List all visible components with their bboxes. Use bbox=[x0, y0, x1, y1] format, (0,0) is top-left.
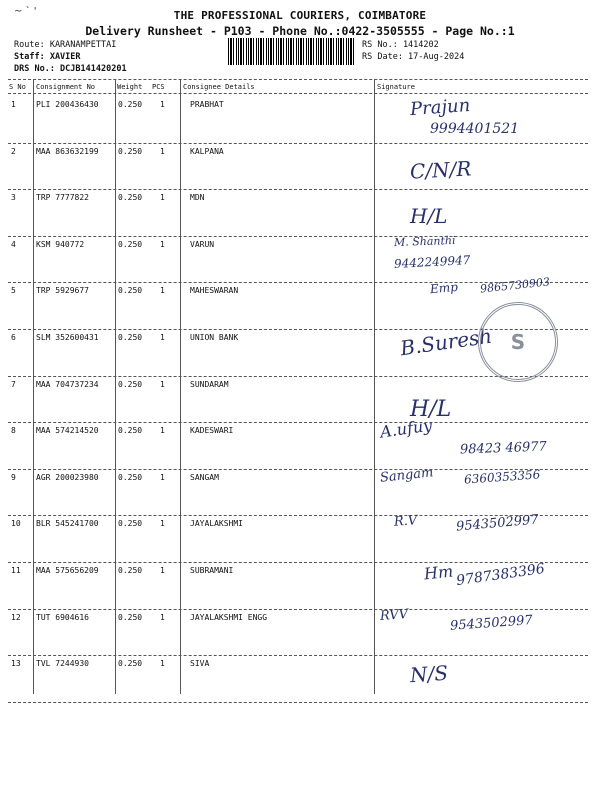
cell-pcs: 1 bbox=[160, 100, 165, 109]
cell-consignment: TRP 5929677 bbox=[36, 286, 89, 296]
handwritten-phone: 9787383396 bbox=[455, 560, 546, 590]
route-label: Route: KARANAMPETTAI bbox=[14, 40, 117, 50]
cell-consignment: TRP 7777822 bbox=[36, 193, 89, 203]
cell-weight: 0.250 bbox=[118, 659, 143, 669]
rs-number: RS No.: 1414202 bbox=[362, 40, 439, 50]
table-row bbox=[0, 415, 600, 469]
cell-sno: 5 bbox=[11, 286, 16, 296]
table-row bbox=[0, 233, 600, 283]
handwritten-signature: Emp bbox=[429, 280, 459, 297]
handwritten-signature: H/L bbox=[410, 204, 448, 229]
cell-pcs: 1 bbox=[160, 566, 165, 575]
handwritten-signature: RVV bbox=[379, 606, 409, 624]
handwritten-phone: 9994401521 bbox=[430, 121, 520, 137]
cell-consignee: KADESWARI bbox=[190, 426, 234, 436]
handwritten-phone: 98423 46977 bbox=[459, 439, 548, 458]
table-header-line bbox=[8, 93, 588, 94]
cell-weight: 0.250 bbox=[118, 333, 143, 342]
handwritten-signature: N/S bbox=[409, 660, 449, 688]
table-row bbox=[0, 144, 600, 190]
cell-sno: 8 bbox=[11, 426, 16, 436]
signature-cell bbox=[380, 377, 588, 423]
rs-date: RS Date: 17-Aug-2024 bbox=[362, 52, 465, 62]
cell-weight: 0.250 bbox=[118, 426, 143, 436]
col-header-consignee: Consignee Details bbox=[183, 83, 255, 91]
cell-consignment: MAA 704737234 bbox=[36, 379, 99, 389]
handwritten-phone: 9865730903 bbox=[479, 275, 551, 297]
cell-weight: 0.250 bbox=[118, 286, 143, 296]
cell-consignment: SLM 352600431 bbox=[36, 333, 99, 342]
cell-consignment: MAA 863632199 bbox=[36, 146, 99, 156]
cell-consignee: MAHESWARAN bbox=[190, 286, 239, 296]
cell-pcs: 1 bbox=[160, 333, 165, 342]
signature-cell bbox=[380, 512, 588, 562]
handwritten-phone: 6360353356 bbox=[463, 467, 541, 487]
cell-sno: 2 bbox=[11, 146, 16, 156]
row-divider bbox=[8, 702, 588, 703]
signature-cell bbox=[380, 190, 588, 236]
cell-weight: 0.250 bbox=[118, 100, 143, 109]
cell-weight: 0.250 bbox=[118, 612, 143, 622]
signature-cell bbox=[379, 465, 588, 516]
cell-consignment: TUT 6904616 bbox=[36, 612, 89, 622]
cell-weight: 0.250 bbox=[118, 566, 143, 575]
runsheet-subtitle: Delivery Runsheet - P103 - Phone No.:0422-3505555 - Page No.:1 bbox=[85, 24, 515, 38]
table-row bbox=[0, 560, 600, 609]
cell-consignee: JAYALAKSHMI bbox=[190, 519, 243, 529]
company-title: THE PROFESSIONAL COURIERS, COIMBATORE bbox=[173, 9, 427, 22]
cell-sno: 13 bbox=[11, 659, 21, 669]
cell-consignee: SUBRAMANI bbox=[190, 566, 234, 575]
cell-sno: 11 bbox=[11, 566, 21, 575]
col-header-weight: Weight bbox=[117, 83, 143, 91]
cell-consignee: JAYALAKSHMI ENGG bbox=[190, 612, 268, 622]
col-header-consignment: Consignment No bbox=[36, 83, 96, 91]
handwritten-signature: C/N/R bbox=[409, 156, 472, 184]
signature-cell bbox=[380, 94, 588, 143]
cell-pcs: 1 bbox=[160, 286, 165, 296]
cell-consignment: AGR 200023980 bbox=[36, 472, 99, 482]
col-header-sno: S No bbox=[9, 83, 26, 91]
table-row bbox=[0, 465, 600, 516]
barcode bbox=[228, 38, 356, 65]
drs-number: DRS No.: DCJB141420201 bbox=[14, 64, 127, 74]
handwritten-signature: Prajun bbox=[409, 94, 471, 121]
handwritten-signature: B.Suresh bbox=[398, 323, 494, 361]
cell-consignee: SANGAM bbox=[190, 472, 219, 482]
cell-pcs: 1 bbox=[160, 193, 165, 203]
cell-consignee: VARUN bbox=[190, 239, 215, 249]
handwritten-phone: 9442249947 bbox=[393, 252, 471, 271]
cell-weight: 0.250 bbox=[118, 239, 143, 249]
table-row bbox=[0, 606, 600, 656]
cell-sno: 4 bbox=[11, 239, 16, 249]
cell-consignment: MAA 574214520 bbox=[36, 426, 99, 436]
cell-pcs: 1 bbox=[160, 426, 165, 436]
cell-pcs: 1 bbox=[160, 379, 165, 389]
handwritten-signature: A.ufuy bbox=[378, 415, 434, 442]
handwritten-signature: Hm bbox=[423, 561, 455, 584]
signature-cell bbox=[380, 233, 588, 283]
pen-marks: ~ ` ' bbox=[14, 6, 37, 17]
table-row bbox=[0, 656, 600, 702]
signature-cell bbox=[380, 144, 588, 190]
cell-sno: 3 bbox=[11, 193, 16, 203]
cell-consignment: KSM 940772 bbox=[36, 239, 85, 249]
handwritten-signature: Sangam bbox=[379, 465, 435, 486]
signature-cell bbox=[380, 656, 588, 702]
cell-consignment: PLI 200436430 bbox=[36, 100, 99, 109]
cell-weight: 0.250 bbox=[118, 146, 143, 156]
cell-pcs: 1 bbox=[160, 146, 165, 156]
cell-sno: 7 bbox=[11, 379, 16, 389]
cell-consignee: SUNDARAM bbox=[190, 379, 229, 389]
table-row bbox=[0, 512, 600, 562]
cell-pcs: 1 bbox=[160, 519, 165, 529]
signature-cell bbox=[378, 415, 588, 469]
cell-weight: 0.250 bbox=[118, 193, 143, 203]
cell-consignee: KALPANA bbox=[190, 146, 224, 156]
cell-sno: 12 bbox=[11, 612, 21, 622]
handwritten-phone: 9543502997 bbox=[455, 512, 540, 535]
cell-consignee: MDN bbox=[190, 193, 205, 203]
cell-consignment: BLR 545241700 bbox=[36, 519, 99, 529]
cell-sno: 1 bbox=[11, 100, 16, 109]
company-stamp bbox=[478, 302, 558, 382]
handwritten-signature: H/L bbox=[410, 396, 452, 422]
handwritten-signature: M. Shanthi bbox=[393, 233, 456, 249]
cell-consignee: SIVA bbox=[190, 659, 210, 669]
cell-consignment: MAA 575656209 bbox=[36, 566, 99, 575]
table-row bbox=[0, 377, 600, 423]
cell-consignee: UNION BANK bbox=[190, 333, 239, 342]
handwritten-phone: 9543502997 bbox=[449, 612, 534, 634]
cell-sno: 6 bbox=[11, 333, 16, 342]
cell-weight: 0.250 bbox=[118, 519, 143, 529]
signature-cell bbox=[380, 560, 588, 609]
cell-consignment: TVL 7244930 bbox=[36, 659, 89, 669]
staff-label: Staff: XAVIER bbox=[14, 52, 81, 62]
cell-pcs: 1 bbox=[160, 612, 165, 622]
cell-weight: 0.250 bbox=[118, 472, 143, 482]
cell-sno: 9 bbox=[11, 472, 16, 482]
cell-pcs: 1 bbox=[160, 659, 165, 669]
stamp-text: S bbox=[510, 330, 526, 354]
col-header-pcs: PCS bbox=[152, 83, 165, 91]
table-top-line bbox=[8, 79, 588, 80]
signature-cell bbox=[379, 606, 588, 656]
cell-weight: 0.250 bbox=[118, 379, 143, 389]
table-row bbox=[0, 190, 600, 236]
cell-sno: 10 bbox=[11, 519, 21, 529]
cell-pcs: 1 bbox=[160, 239, 165, 249]
cell-pcs: 1 bbox=[160, 472, 165, 482]
table-row bbox=[0, 94, 600, 143]
handwritten-signature: R.V bbox=[393, 513, 418, 531]
col-header-signature: Signature bbox=[377, 83, 415, 91]
cell-consignee: PRABHAT bbox=[190, 100, 224, 109]
